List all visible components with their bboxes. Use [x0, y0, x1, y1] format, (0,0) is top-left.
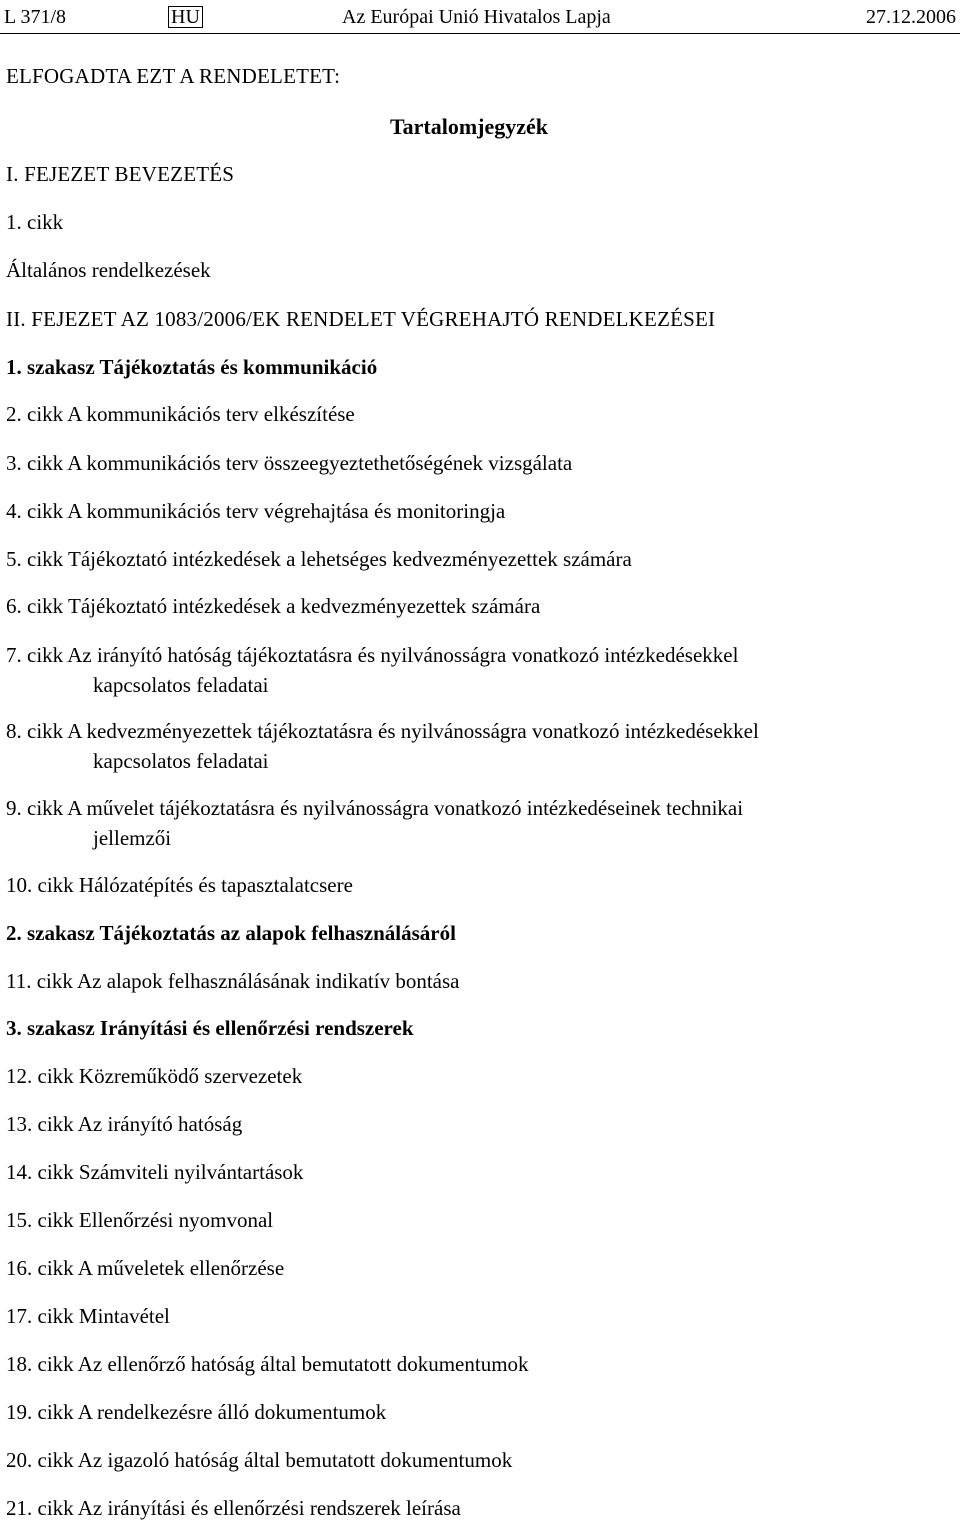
toc-entry-art7-line1: 7. cikk Az irányító hatóság tájékoztatásra és nyilvánosságra vonatkozó intézkedésekkel	[6, 643, 739, 667]
toc-entry-art18: 18. cikk Az ellenőrző hatóság által bemutatott dokumentumok	[6, 1352, 529, 1376]
page-header	[0, 6, 960, 32]
journal-title: Az Európai Unió Hivatalos Lapja	[342, 6, 611, 28]
toc-entry-art10: 10. cikk Hálózatépítés és tapasztalatcsere	[6, 873, 353, 897]
toc-entry-art7-line2: kapcsolatos feladatai	[93, 673, 269, 697]
toc-entry-art3: 3. cikk A kommunikációs terv összeegyeztethetőségének vizsgálata	[6, 451, 573, 475]
toc-entry-art9	[6, 793, 946, 853]
section-2-title: 2. szakasz Tájékoztatás az alapok felhasználásáról	[6, 921, 456, 945]
toc-entry-art8-line2: kapcsolatos feladatai	[93, 749, 269, 773]
adopted-statement: ELFOGADTA EZT A RENDELETET:	[6, 64, 341, 88]
publication-date: 27.12.2006	[866, 6, 956, 28]
toc-entry-art21: 21. cikk Az irányítási és ellenőrzési rendszerek leírása	[6, 1496, 461, 1520]
article-1-title: Általános rendelkezések	[6, 258, 211, 282]
toc-entry-art17: 17. cikk Mintavétel	[6, 1304, 170, 1328]
toc-entry-art12: 12. cikk Közreműködő szervezetek	[6, 1064, 303, 1088]
language-code-box: HU	[168, 6, 203, 28]
toc-title: Tartalomjegyzék	[390, 114, 549, 139]
header-rule	[0, 33, 960, 34]
toc-entry-art2: 2. cikk A kommunikációs terv elkészítése	[6, 402, 355, 426]
toc-entry-art4: 4. cikk A kommunikációs terv végrehajtása és monitoringja	[6, 499, 506, 523]
toc-entry-art19: 19. cikk A rendelkezésre álló dokumentumok	[6, 1400, 387, 1424]
toc-entry-art11: 11. cikk Az alapok felhasználásának indikatív bontása	[6, 969, 460, 993]
toc-entry-art8-line1: 8. cikk A kedvezményezettek tájékoztatásra és nyilvánosságra vonatkozó intézkedésekkel	[6, 719, 759, 743]
toc-entry-art20: 20. cikk Az igazoló hatóság által bemutatott dokumentumok	[6, 1448, 513, 1472]
toc-entry-art5: 5. cikk Tájékoztató intézkedések a lehetséges kedvezményezettek számára	[6, 547, 632, 571]
toc-entry-art15: 15. cikk Ellenőrzési nyomvonal	[6, 1208, 274, 1232]
toc-entry-art13: 13. cikk Az irányító hatóság	[6, 1112, 243, 1136]
toc-entry-art8	[6, 716, 946, 776]
toc-entry-art9-line1: 9. cikk A művelet tájékoztatásra és nyilvánosságra vonatkozó intézkedéseinek technikai	[6, 796, 744, 820]
section-3-title: 3. szakasz Irányítási és ellenőrzési rendszerek	[6, 1016, 414, 1040]
page-reference: L 371/8	[4, 6, 67, 28]
section-1-title: 1. szakasz Tájékoztatás és kommunikáció	[6, 355, 378, 379]
chapter-2-title: II. FEJEZET AZ 1083/2006/EK RENDELET VÉGREHAJTÓ RENDELKEZÉSEI	[6, 307, 716, 331]
article-1-label: 1. cikk	[6, 210, 64, 234]
toc-entry-art7	[6, 640, 946, 700]
toc-entry-art9-line2: jellemzői	[93, 826, 172, 850]
toc-entry-art14: 14. cikk Számviteli nyilvántartások	[6, 1160, 304, 1184]
toc-entry-art16: 16. cikk A műveletek ellenőrzése	[6, 1256, 285, 1280]
chapter-1-title: I. FEJEZET BEVEZETÉS	[6, 162, 235, 186]
toc-entry-art6: 6. cikk Tájékoztató intézkedések a kedvezményezettek számára	[6, 594, 541, 618]
